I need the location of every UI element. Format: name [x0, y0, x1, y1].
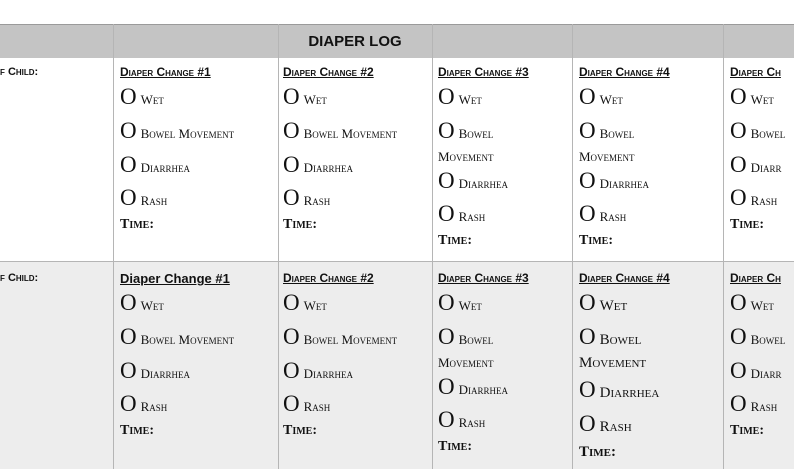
bubble-icon[interactable]: O — [438, 168, 455, 193]
option-diarrhea[interactable]: O Diarrhea — [579, 377, 660, 402]
bubble-icon[interactable]: O — [120, 324, 137, 349]
option-rash[interactable]: O Rash — [438, 407, 486, 432]
bubble-icon[interactable]: O — [283, 152, 300, 177]
bubble-icon[interactable]: O — [579, 324, 596, 349]
option-bowel-movement[interactable]: O Bowel Movement — [120, 324, 235, 349]
bubble-icon[interactable]: O — [438, 324, 455, 349]
option-wet[interactable]: O Wet — [730, 84, 774, 109]
bubble-icon[interactable]: O — [283, 290, 300, 315]
option-movement-continued: Movement — [438, 149, 494, 164]
option-bowel[interactable]: O Bowel — [730, 118, 786, 143]
option-wet[interactable]: O Wet — [120, 84, 164, 109]
child-name-label: f Child: — [0, 272, 39, 284]
option-diarrhea[interactable]: O Diarrhea — [283, 358, 354, 383]
option-wet[interactable]: O Wet — [730, 290, 774, 315]
option-wet[interactable]: O Wet — [579, 84, 623, 109]
option-bowel-movement[interactable]: O Bowel Movement — [283, 118, 398, 143]
bubble-icon[interactable]: O — [120, 118, 137, 143]
header-band — [0, 24, 794, 59]
option-rash[interactable]: O Rash — [120, 391, 168, 416]
option-diarrhea[interactable]: O Diarr — [730, 358, 782, 383]
option-rash[interactable]: O Rash — [120, 185, 168, 210]
change-title: Diaper Change #3 — [438, 65, 529, 79]
bubble-icon[interactable]: O — [283, 118, 300, 143]
option-rash[interactable]: O Rash — [579, 411, 632, 436]
option-bowel[interactable]: O Bowel — [579, 324, 642, 349]
bubble-icon[interactable]: O — [438, 374, 455, 399]
option-wet[interactable]: O Wet — [579, 290, 628, 315]
bubble-icon[interactable]: O — [579, 290, 596, 315]
option-bowel[interactable]: O Bowel — [730, 324, 786, 349]
bubble-icon[interactable]: O — [283, 84, 300, 109]
option-rash[interactable]: O Rash — [730, 185, 778, 210]
option-diarrhea[interactable]: O Diarrhea — [120, 358, 191, 383]
time-label: Time: — [579, 233, 613, 248]
bubble-icon[interactable]: O — [730, 152, 747, 177]
option-movement-continued: Movement — [579, 149, 635, 164]
bubble-icon[interactable]: O — [730, 118, 747, 143]
column-divider — [113, 24, 114, 469]
bubble-icon[interactable]: O — [730, 290, 747, 315]
bubble-icon[interactable]: O — [438, 290, 455, 315]
option-wet[interactable]: O Wet — [283, 290, 327, 315]
bubble-icon[interactable]: O — [579, 118, 596, 143]
bubble-icon[interactable]: O — [283, 391, 300, 416]
change-title: Diaper Change #4 — [579, 271, 670, 285]
option-movement-continued: Movement — [579, 355, 647, 371]
option-wet[interactable]: O Wet — [438, 84, 482, 109]
column-divider — [432, 24, 433, 469]
change-title: Diaper Change #2 — [283, 271, 374, 285]
time-label: Time: — [120, 217, 154, 232]
bubble-icon[interactable]: O — [730, 84, 747, 109]
time-label: Time: — [120, 423, 154, 438]
change-title: Diaper Change #1 — [120, 65, 211, 79]
column-divider — [723, 24, 724, 469]
row-divider — [0, 261, 794, 262]
bubble-icon[interactable]: O — [438, 118, 455, 143]
option-bowel[interactable]: O Bowel — [438, 324, 494, 349]
bubble-icon[interactable]: O — [438, 407, 455, 432]
change-title: Diaper Change #2 — [283, 65, 374, 79]
time-label: Time: — [579, 444, 616, 460]
time-label: Time: — [283, 217, 317, 232]
change-title: Diaper Ch — [730, 271, 781, 285]
option-wet[interactable]: O Wet — [120, 290, 164, 315]
change-title: Diaper Change #3 — [438, 271, 529, 285]
bubble-icon[interactable]: O — [120, 358, 137, 383]
time-label: Time: — [438, 233, 472, 248]
child-name-label: f Child: — [0, 66, 39, 78]
option-diarrhea[interactable]: O Diarrhea — [438, 374, 509, 399]
option-bowel[interactable]: O Bowel — [438, 118, 494, 143]
bubble-icon[interactable]: O — [579, 201, 596, 226]
option-bowel-movement[interactable]: O Bowel Movement — [283, 324, 398, 349]
bubble-icon[interactable]: O — [730, 324, 747, 349]
option-wet[interactable]: O Wet — [438, 290, 482, 315]
bubble-icon[interactable]: O — [283, 185, 300, 210]
option-bowel-movement[interactable]: O Bowel Movement — [120, 118, 235, 143]
option-rash[interactable]: O Rash — [438, 201, 486, 226]
bubble-icon[interactable]: O — [283, 324, 300, 349]
change-title: Diaper Change #4 — [579, 65, 670, 79]
option-rash[interactable]: O Rash — [283, 185, 331, 210]
option-diarrhea[interactable]: O Diarrhea — [438, 168, 509, 193]
bubble-icon[interactable]: O — [730, 358, 747, 383]
option-diarrhea[interactable]: O Diarr — [730, 152, 782, 177]
bubble-icon[interactable]: O — [730, 185, 747, 210]
bubble-icon[interactable]: O — [579, 168, 596, 193]
bubble-icon[interactable]: O — [579, 377, 596, 402]
bubble-icon[interactable]: O — [120, 391, 137, 416]
change-title: Diaper Change #1 — [120, 271, 230, 286]
option-rash[interactable]: O Rash — [283, 391, 331, 416]
option-wet[interactable]: O Wet — [283, 84, 327, 109]
option-rash[interactable]: O Rash — [579, 201, 627, 226]
time-label: Time: — [730, 217, 764, 232]
option-rash[interactable]: O Rash — [730, 391, 778, 416]
option-bowel[interactable]: O Bowel — [579, 118, 635, 143]
bubble-icon[interactable]: O — [283, 358, 300, 383]
time-label: Time: — [730, 423, 764, 438]
time-label: Time: — [438, 439, 472, 454]
change-title: Diaper Ch — [730, 65, 781, 79]
bubble-icon[interactable]: O — [579, 84, 596, 109]
bubble-icon[interactable]: O — [438, 201, 455, 226]
bubble-icon[interactable]: O — [120, 185, 137, 210]
option-diarrhea[interactable]: O Diarrhea — [120, 152, 191, 177]
column-divider — [278, 24, 279, 469]
bubble-icon[interactable]: O — [120, 84, 137, 109]
bubble-icon[interactable]: O — [438, 84, 455, 109]
bubble-icon[interactable]: O — [120, 152, 137, 177]
option-movement-continued: Movement — [438, 355, 494, 370]
bubble-icon[interactable]: O — [730, 391, 747, 416]
bubble-icon[interactable]: O — [579, 411, 596, 436]
page-title: DIAPER LOG — [308, 33, 402, 50]
bubble-icon[interactable]: O — [120, 290, 137, 315]
time-label: Time: — [283, 423, 317, 438]
option-diarrhea[interactable]: O Diarrhea — [579, 168, 650, 193]
column-divider — [572, 24, 573, 469]
option-diarrhea[interactable]: O Diarrhea — [283, 152, 354, 177]
